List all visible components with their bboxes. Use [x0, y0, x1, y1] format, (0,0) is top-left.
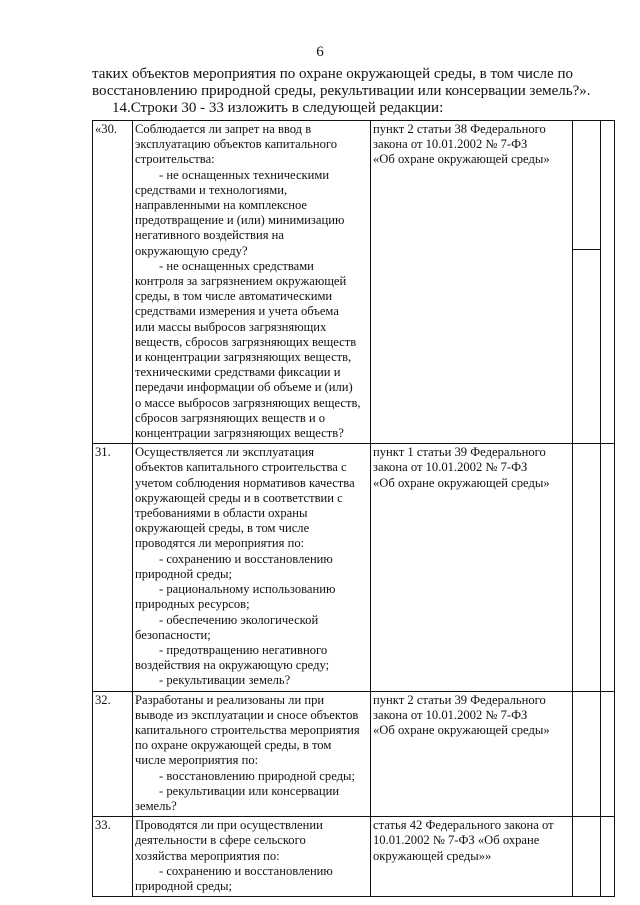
question-line: среды, в том числе автоматическими: [135, 289, 333, 304]
empty-cell: [573, 817, 601, 897]
reference-cell: [371, 444, 573, 691]
empty-cell: [601, 444, 615, 691]
question-line: - не оснащенных средствами: [159, 258, 314, 273]
empty-cell: [573, 444, 601, 691]
question-line: природных ресурсов;: [135, 597, 250, 612]
question-line: Проводятся ли при осуществлении: [135, 818, 323, 833]
reference-cell: [371, 817, 573, 897]
question-line: требованиями в области охраны: [135, 506, 308, 521]
empty-cell: [573, 691, 601, 817]
question-line: негативного воздействия на: [135, 228, 284, 243]
question-line: - рекультивации или консервации: [159, 783, 340, 798]
reference-line: 10.01.2002 № 7-ФЗ «Об охране: [373, 833, 540, 848]
question-line: - сохранению и восстановлению: [159, 551, 333, 566]
reference-cell: [371, 121, 573, 444]
reference-line: «Об охране окружающей среды»: [373, 722, 550, 737]
question-line: числе мероприятия по:: [135, 753, 259, 768]
empty-cell: [601, 691, 615, 817]
question-line: - предотвращению негативного: [159, 642, 328, 657]
empty-cell: [601, 121, 615, 444]
question-line: контроля за загрязнением окружающей: [135, 274, 347, 289]
question-line: Осуществляется ли эксплуатация: [135, 445, 315, 460]
question-cell: [133, 691, 371, 817]
intro-line: таких объектов мероприятия по охране окружающей среды, в том числе по: [92, 66, 573, 82]
question-line: по охране окружающей среды, в том: [135, 738, 332, 753]
reference-line: закона от 10.01.2002 № 7-ФЗ: [373, 460, 528, 475]
question-line: капитального строительства мероприятия: [135, 722, 360, 737]
question-line: объектов капитального строительства с: [135, 460, 347, 475]
reference-cell: [371, 691, 573, 817]
question-line: Соблюдается ли запрет на ввод в: [135, 122, 312, 136]
question-cell: [133, 444, 371, 691]
reference-line: «Об охране окружающей среды»: [373, 475, 550, 490]
question-line: - обеспечению экологической: [159, 612, 319, 627]
question-line: средствами и технологиями,: [135, 182, 288, 197]
empty-cell: [601, 817, 615, 897]
reference-line: пункт 2 статьи 38 Федерального: [373, 122, 546, 136]
question-line: и концентрации загрязняющих веществ,: [135, 350, 352, 365]
question-line: хозяйства мероприятия по:: [135, 848, 280, 863]
question-line: деятельности в сфере сельского: [135, 833, 306, 848]
question-line: земель?: [135, 798, 177, 813]
question-line: направленными на комплексное: [135, 198, 308, 213]
question-line: - рекультивации земель?: [159, 673, 291, 688]
reference-line: окружающей среды»»: [373, 848, 492, 863]
question-line: - сохранению и восстановлению: [159, 863, 333, 878]
question-line: или массы выбросов загрязняющих: [135, 319, 327, 334]
question-line: - восстановлению природной среды;: [159, 768, 355, 783]
table-row: [93, 121, 615, 444]
question-line: окружающей среды и в соответствии с: [135, 490, 343, 505]
table-row: [93, 691, 615, 817]
table-row: [93, 817, 615, 897]
intro-text: [92, 66, 592, 117]
question-line: техническими средствами фиксации и: [135, 365, 341, 380]
empty-cell: [573, 121, 601, 444]
question-line: эксплуатацию объектов капитального: [135, 137, 338, 152]
question-line: проводятся ли мероприятия по:: [135, 536, 305, 551]
question-line: выводе из эксплуатации и сносе объектов: [135, 707, 359, 722]
question-cell: [133, 817, 371, 897]
question-line: строительства:: [135, 152, 215, 167]
question-cell: [133, 121, 371, 444]
row-number: 32.: [93, 691, 133, 817]
reference-line: закона от 10.01.2002 № 7-ФЗ: [373, 707, 528, 722]
reference-line: пункт 1 статьи 39 Федерального: [373, 445, 546, 460]
reference-line: закона от 10.01.2002 № 7-ФЗ: [373, 137, 528, 152]
question-line: Разработаны и реализованы ли при: [135, 692, 325, 707]
row-number: 33.: [93, 817, 133, 897]
question-line: окружающую среду?: [135, 243, 248, 258]
question-line: средствами измерения и учета объема: [135, 304, 339, 319]
question-line: воздействия на окружающую среду;: [135, 658, 330, 673]
question-line: безопасности;: [135, 627, 211, 642]
question-line: веществ, сбросов загрязняющих веществ: [135, 334, 357, 349]
reference-line: пункт 2 статьи 39 Федерального: [373, 692, 546, 707]
question-line: учетом соблюдения нормативов качества: [135, 475, 355, 490]
question-line: - рациональному использованию: [159, 582, 336, 597]
reference-line: статья 42 Федерального закона от: [373, 818, 554, 833]
row-number: «30.: [93, 121, 133, 444]
question-line: природной среды;: [135, 566, 233, 581]
page-number: 6: [316, 44, 324, 60]
reference-line: «Об охране окружающей среды»: [373, 152, 550, 167]
question-line: окружающей среды, в том числе: [135, 521, 310, 536]
intro-line: восстановлению природной среды, рекультивации или консервации земель?».: [92, 83, 591, 99]
row-number: 31.: [93, 444, 133, 691]
question-line: концентрации загрязняющих веществ?: [135, 426, 344, 441]
question-line: предотвращение и (или) минимизацию: [135, 213, 345, 228]
table-row: [93, 444, 615, 691]
question-line: природной среды;: [135, 878, 233, 893]
question-line: сбросов загрязняющих веществ и о: [135, 410, 326, 425]
section-heading: 14.Строки 30 - 33 изложить в следующей редакции:: [112, 100, 444, 116]
question-line: - не оснащенных техническими: [159, 167, 330, 182]
question-line: передачи информации об объеме и (или): [135, 380, 353, 395]
requirements-table: [92, 120, 615, 897]
question-line: о массе выбросов загрязняющих веществ,: [135, 395, 361, 410]
